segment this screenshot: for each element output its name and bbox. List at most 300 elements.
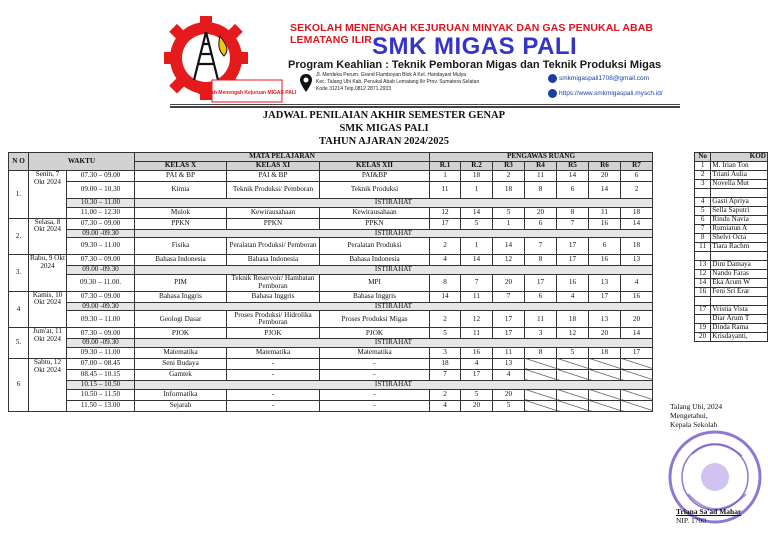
table-row	[9, 238, 653, 255]
supervisor-code: 14	[621, 328, 653, 339]
supervisor-code: 20	[525, 207, 557, 218]
day-number: 2.	[9, 218, 29, 255]
supervisor-name: Dinda Rama	[711, 324, 768, 333]
supervisor-name: Eka Arum W	[711, 279, 768, 288]
subject-kelas-xi: -	[227, 358, 320, 369]
supervisor-code: 3	[430, 347, 461, 358]
empty-diagonal-cell	[525, 389, 557, 400]
supervisor-code: 4	[621, 274, 653, 291]
supervisor-code: 6	[621, 171, 653, 182]
empty-diagonal-cell	[525, 369, 557, 380]
doc-title: JADWAL PENILAIAN AKHIR SEMESTER GENAP	[262, 110, 506, 121]
globe-icon	[548, 89, 557, 98]
subject-kelas-xii: Bahasa Inggris	[320, 291, 430, 302]
subject-kelas-x: PIM	[135, 274, 227, 291]
school-logo	[160, 14, 297, 106]
supervisor-code: 17	[430, 218, 461, 229]
gap-cell	[695, 189, 711, 198]
subject-kelas-xi: Bahasa Indonesia	[227, 255, 320, 266]
supervisor-code: 2	[430, 389, 461, 400]
supervisor-no: 7	[695, 225, 711, 234]
subject-kelas-xi: Teknik Produksi/ Pemboran	[227, 182, 320, 199]
subject-kelas-xii: -	[320, 400, 430, 411]
day-number: 5.	[9, 328, 29, 359]
subject-kelas-xi: PPKN	[227, 218, 320, 229]
gap-cell	[711, 189, 768, 198]
day-label: Kamis, 10 Okt 2024	[29, 291, 67, 328]
signature-role: Kepala Sekolah	[670, 420, 718, 429]
supervisor-row	[695, 288, 768, 297]
header-room: R4	[525, 162, 557, 171]
supervisor-code: 2	[493, 171, 525, 182]
header-kelas-xii: KELAS XII	[320, 162, 430, 171]
supervisor-no: 17	[695, 306, 711, 315]
supervisor-code: 5	[430, 328, 461, 339]
time-slot: 09.00 -09.30	[67, 339, 135, 348]
supervisor-code: 7	[557, 218, 589, 229]
supervisor-no: 6	[695, 216, 711, 225]
supervisor-code: 3	[525, 328, 557, 339]
break-label: ISTIRAHAT	[135, 229, 653, 238]
signature-name: Triana Sa'ad Mahar	[676, 507, 742, 516]
table-row	[9, 274, 653, 291]
time-slot: 09.00 – 10.30	[67, 182, 135, 199]
supervisor-name: Rindu Navia	[711, 216, 768, 225]
supervisor-code: 2	[430, 238, 461, 255]
day-number: 1.	[9, 171, 29, 219]
subject-kelas-xii: PJOK	[320, 328, 430, 339]
supervisor-code: 8	[430, 274, 461, 291]
subject-kelas-xi: Teknik Reservoir/ Hambatan Pemboran	[227, 274, 320, 291]
subject-kelas-x: PAI & BP	[135, 171, 227, 182]
time-slot: 11.00 – 12.30	[67, 207, 135, 218]
supervisor-row	[695, 243, 768, 252]
table-row	[9, 291, 653, 302]
supervisor-name: Shelvi Octa	[711, 234, 768, 243]
gap-cell	[711, 297, 768, 306]
website-contact	[548, 89, 663, 98]
address-line-3: Kode 31214 Telp.0812 2871 2933	[316, 86, 391, 92]
header-room: R6	[589, 162, 621, 171]
school-full-name: SEKOLAH MENENGAH KEJURUAN MINYAK DAN GAS PENUKAL ABAB LEMATANG ILIR	[290, 22, 654, 46]
header-room: R.2	[461, 162, 493, 171]
time-slot: 10.15 – 10.50	[67, 380, 135, 389]
subject-kelas-xi: -	[227, 369, 320, 380]
supervisor-code: 7	[461, 274, 493, 291]
supervisor-code: 8	[525, 255, 557, 266]
supervisor-code: 1	[461, 182, 493, 199]
supervisor-gap-row	[695, 297, 768, 306]
subject-kelas-xii: -	[320, 369, 430, 380]
subject-kelas-xii: MPI	[320, 274, 430, 291]
supervisor-code: 20	[461, 400, 493, 411]
email-contact	[548, 74, 649, 83]
subject-kelas-xi: PJOK	[227, 328, 320, 339]
location-pin-icon	[300, 74, 312, 92]
supervisor-code: 17	[525, 274, 557, 291]
supervisor-row	[695, 216, 768, 225]
supervisor-code: 13	[589, 274, 621, 291]
subject-kelas-x: Informatika	[135, 389, 227, 400]
subject-kelas-xii: -	[320, 358, 430, 369]
subject-kelas-xi: Bahasa Inggris	[227, 291, 320, 302]
supervisor-code: 7	[430, 369, 461, 380]
supervisor-code: 20	[493, 389, 525, 400]
subject-kelas-xii: Bahasa Indonesia	[320, 255, 430, 266]
header-mata-pelajaran: MATA PELAJARAN	[135, 153, 430, 162]
supervisor-name: Tiara Rachm	[711, 243, 768, 252]
supervisor-code: 18	[589, 347, 621, 358]
supervisor-code: 12	[493, 255, 525, 266]
time-slot: 09.30 – 11.00	[67, 347, 135, 358]
supervisor-code: 14	[621, 218, 653, 229]
signature-name-block	[676, 507, 741, 525]
supervisor-name: Novella Mut	[711, 180, 768, 189]
supervisor-code: 17	[557, 238, 589, 255]
supervisor-list-table	[694, 152, 768, 342]
side-header-no: No	[695, 153, 711, 162]
supervisor-code: 17	[589, 291, 621, 302]
supervisor-row	[695, 324, 768, 333]
time-slot: 07.30 – 09.00	[67, 291, 135, 302]
supervisor-no: 12	[695, 270, 711, 279]
break-label: ISTIRAHAT	[135, 266, 653, 275]
supervisor-no: 1	[695, 162, 711, 171]
supervisor-no: 20	[695, 333, 711, 342]
break-row	[9, 199, 653, 208]
logo-text: Sekolah Menengah Kejuruan MIGAS PALI	[197, 90, 297, 96]
supervisor-code: 14	[589, 182, 621, 199]
empty-diagonal-cell	[621, 389, 653, 400]
supervisor-name: Triani Aulia	[711, 171, 768, 180]
table-row	[9, 171, 653, 182]
break-row	[9, 302, 653, 311]
supervisor-code: 18	[493, 182, 525, 199]
subject-kelas-xi: -	[227, 389, 320, 400]
empty-diagonal-cell	[557, 400, 589, 411]
supervisor-row	[695, 207, 768, 216]
exam-schedule-table	[8, 152, 653, 412]
empty-diagonal-cell	[557, 369, 589, 380]
supervisor-code: 5	[461, 389, 493, 400]
supervisor-no	[695, 315, 711, 324]
supervisor-code: 17	[621, 347, 653, 358]
table-row	[9, 347, 653, 358]
day-label: Sabtu, 12 Okt 2024	[29, 358, 67, 411]
supervisor-name: Gasti Apriya	[711, 198, 768, 207]
supervisor-code: 4	[461, 358, 493, 369]
supervisor-code: 12	[430, 207, 461, 218]
gap-cell	[695, 297, 711, 306]
supervisor-name: Krisdayanti,	[711, 333, 768, 342]
supervisor-row	[695, 234, 768, 243]
supervisor-code: 2	[430, 311, 461, 328]
supervisor-code: 8	[525, 182, 557, 199]
supervisor-row	[695, 270, 768, 279]
school-short-name: SMK MIGAS PALI	[372, 33, 578, 60]
header-divider-thick	[170, 106, 680, 108]
subject-kelas-xi: Matematika	[227, 347, 320, 358]
email-text: smkmigaspali1708@gmail.com	[559, 75, 650, 83]
subject-kelas-xii: Peralatan Produksi	[320, 238, 430, 255]
supervisor-code: 5	[493, 207, 525, 218]
time-slot: 07.30 – 09.00	[67, 328, 135, 339]
subject-kelas-x: Seni Budaya	[135, 358, 227, 369]
supervisor-gap-row	[695, 252, 768, 261]
supervisor-row	[695, 261, 768, 270]
break-label: ISTIRAHAT	[135, 339, 653, 348]
supervisor-row	[695, 225, 768, 234]
supervisor-no: 5	[695, 207, 711, 216]
supervisor-code: 16	[461, 347, 493, 358]
supervisor-no: 8	[695, 234, 711, 243]
supervisor-code: 17	[461, 369, 493, 380]
day-label: Jum'at, 11 Okt 2024	[29, 328, 67, 359]
break-label: ISTIRAHAT	[135, 380, 653, 389]
supervisor-list-clip	[694, 152, 768, 382]
subject-kelas-x: Gamtek	[135, 369, 227, 380]
header-waktu: WAKTU	[29, 153, 135, 171]
supervisor-row	[695, 333, 768, 342]
subject-kelas-xi: -	[227, 400, 320, 411]
supervisor-code: 20	[589, 171, 621, 182]
table-row	[9, 358, 653, 369]
signature-place-date: Talang Ubi, 2024	[670, 402, 723, 411]
break-row	[9, 380, 653, 389]
supervisor-code: 18	[557, 311, 589, 328]
supervisor-no: 4	[695, 198, 711, 207]
day-label: Selasa, 8 Okt 2024	[29, 218, 67, 255]
supervisor-code: 13	[621, 255, 653, 266]
empty-diagonal-cell	[589, 358, 621, 369]
time-slot: 07.30 – 09.00	[67, 171, 135, 182]
supervisor-code: 18	[461, 171, 493, 182]
supervisor-no: 19	[695, 324, 711, 333]
supervisor-code: 18	[430, 358, 461, 369]
empty-diagonal-cell	[525, 358, 557, 369]
time-slot: 07.00 – 08.45	[67, 358, 135, 369]
subject-kelas-x: Matematika	[135, 347, 227, 358]
supervisor-code: 17	[493, 328, 525, 339]
break-row	[9, 266, 653, 275]
time-slot: 09.00 -09.30	[67, 302, 135, 311]
supervisor-name: Vristia Vista	[711, 306, 768, 315]
supervisor-code: 5	[493, 400, 525, 411]
supervisor-code: 18	[621, 238, 653, 255]
supervisor-name: Rumiatun A	[711, 225, 768, 234]
header-room: R3	[493, 162, 525, 171]
supervisor-gap-row	[695, 189, 768, 198]
supervisor-code: 4	[430, 400, 461, 411]
supervisor-code: 6	[525, 218, 557, 229]
supervisor-code: 16	[589, 255, 621, 266]
break-row	[9, 339, 653, 348]
supervisor-code: 13	[493, 358, 525, 369]
supervisor-code: 12	[557, 328, 589, 339]
supervisor-name: Nando Faras	[711, 270, 768, 279]
subject-kelas-x: Fisika	[135, 238, 227, 255]
subject-kelas-xii: Teknik Produksi	[320, 182, 430, 199]
table-row	[9, 328, 653, 339]
subject-kelas-xii: Matematika	[320, 347, 430, 358]
day-number: 4	[9, 291, 29, 328]
table-row	[9, 207, 653, 218]
time-slot: 10.50 – 11.50	[67, 389, 135, 400]
supervisor-code: 14	[557, 171, 589, 182]
doc-subtitle-year: TAHUN AJARAN 2024/2025	[319, 136, 449, 147]
subject-kelas-xii: PPKN	[320, 218, 430, 229]
side-header-kode: KOD	[711, 153, 768, 162]
supervisor-code: 5	[461, 218, 493, 229]
supervisor-code: 14	[493, 238, 525, 255]
subject-kelas-xii: Kewirausahaan	[320, 207, 430, 218]
time-slot: 09.00 -09.30	[67, 266, 135, 275]
supervisor-no: 14	[695, 279, 711, 288]
time-slot: 09.30 – 11.00	[67, 238, 135, 255]
supervisor-code: 8	[525, 347, 557, 358]
supervisor-code: 5	[557, 347, 589, 358]
subject-kelas-x: Geologi Dasar	[135, 311, 227, 328]
signature-acknowledge: Mengetahui,	[670, 411, 708, 420]
subject-kelas-xii: -	[320, 389, 430, 400]
supervisor-name: M. Irian Ton	[711, 162, 768, 171]
day-number: 6	[9, 358, 29, 411]
supervisor-code: 7	[525, 238, 557, 255]
subject-kelas-xii: PAI&BP	[320, 171, 430, 182]
supervisor-code: 20	[493, 274, 525, 291]
header-no: N O	[9, 153, 29, 171]
time-slot: 07.30 – 09.00	[67, 255, 135, 266]
supervisor-name: Feni Sri Erar	[711, 288, 768, 297]
time-slot: 10.30 – 11.00	[67, 199, 135, 208]
supervisor-code: 6	[525, 291, 557, 302]
website-text: https://www.smkmigaspali.mysch.id/	[559, 90, 663, 98]
empty-diagonal-cell	[589, 389, 621, 400]
supervisor-code: 14	[461, 255, 493, 266]
subject-kelas-xi: Kewirausahaan	[227, 207, 320, 218]
subject-kelas-xi: PAI & BP	[227, 171, 320, 182]
subject-kelas-xii: Proses Produksi Migas	[320, 311, 430, 328]
email-icon	[548, 74, 557, 83]
break-label: ISTIRAHAT	[135, 199, 653, 208]
supervisor-code: 1	[461, 238, 493, 255]
supervisor-code: 11	[430, 182, 461, 199]
table-row	[9, 182, 653, 199]
supervisor-code: 11	[461, 328, 493, 339]
supervisor-code: 6	[589, 238, 621, 255]
header-room: R.1	[430, 162, 461, 171]
gap-cell	[711, 252, 768, 261]
supervisor-no: 3	[695, 180, 711, 189]
time-slot: 09.00 -09.30	[67, 229, 135, 238]
supervisor-code: 14	[461, 207, 493, 218]
time-slot: 08.45 – 10.15	[67, 369, 135, 380]
supervisor-code: 16	[589, 218, 621, 229]
table-row	[9, 400, 653, 411]
empty-diagonal-cell	[589, 369, 621, 380]
time-slot: 11.50 – 13.00	[67, 400, 135, 411]
day-label: Rabu, 9 Okt 2024	[29, 255, 67, 292]
supervisor-name: Dini Damaya	[711, 261, 768, 270]
time-slot: 07.30 – 09.00	[67, 218, 135, 229]
supervisor-no: 11	[695, 243, 711, 252]
time-slot: 09.30 – 11.00	[67, 311, 135, 328]
subject-kelas-x: Mulok	[135, 207, 227, 218]
supervisor-row	[695, 198, 768, 207]
table-row	[9, 218, 653, 229]
supervisor-no: 2	[695, 171, 711, 180]
supervisor-code: 11	[525, 311, 557, 328]
empty-diagonal-cell	[621, 369, 653, 380]
address-line-2: Kec. Talang Ubi Kab. Penukal Abab Lematang Ilir Prov. Sumatera Selatan	[316, 79, 480, 85]
supervisor-code: 11	[461, 291, 493, 302]
supervisor-code: 17	[557, 255, 589, 266]
header-room: R5	[557, 162, 589, 171]
supervisor-code: 6	[557, 182, 589, 199]
supervisor-code: 8	[557, 207, 589, 218]
supervisor-no: 13	[695, 261, 711, 270]
supervisor-code: 4	[557, 291, 589, 302]
supervisor-row	[695, 306, 768, 315]
supervisor-code: 1	[430, 171, 461, 182]
table-row	[9, 255, 653, 266]
break-label: ISTIRAHAT	[135, 302, 653, 311]
empty-diagonal-cell	[557, 389, 589, 400]
break-row	[9, 229, 653, 238]
address-line-1: Jl. Merdeka Perum. Grand Flamboyan Blok A Kel. Handayani Mulya	[316, 72, 467, 78]
supervisor-row	[695, 180, 768, 189]
supervisor-code: 14	[430, 291, 461, 302]
supervisor-no: 16	[695, 288, 711, 297]
gap-cell	[695, 252, 711, 261]
supervisor-row	[695, 162, 768, 171]
subject-kelas-x: PJOK	[135, 328, 227, 339]
supervisor-code: 16	[557, 274, 589, 291]
program-line: Program Keahlian : Teknik Pemboran Migas dan Teknik Produksi Migas	[288, 59, 662, 71]
subject-kelas-xi: Proses Produksi/ Hidrolika Pemboran	[227, 311, 320, 328]
table-row	[9, 369, 653, 380]
supervisor-code: 12	[461, 311, 493, 328]
time-slot: 09.30 – 11.00.	[67, 274, 135, 291]
subject-kelas-x: Kimia	[135, 182, 227, 199]
supervisor-code: 1	[493, 218, 525, 229]
supervisor-code: 11	[525, 171, 557, 182]
signature-nip: NIP. 1700	[676, 516, 707, 525]
supervisor-name: Sella Saputri	[711, 207, 768, 216]
supervisor-row	[695, 279, 768, 288]
header-divider	[170, 104, 680, 105]
supervisor-code: 11	[589, 207, 621, 218]
supervisor-code: 17	[493, 311, 525, 328]
subject-kelas-x: Bahasa Indonesia	[135, 255, 227, 266]
header-pengawas: PENGAWAS RUANG	[430, 153, 653, 162]
supervisor-code: 20	[589, 328, 621, 339]
subject-kelas-x: PPKN	[135, 218, 227, 229]
empty-diagonal-cell	[525, 400, 557, 411]
supervisor-code: 2	[621, 182, 653, 199]
supervisor-row	[695, 315, 768, 324]
header-kelas-x: KELAS X	[135, 162, 227, 171]
supervisor-name: Diar Arum T	[711, 315, 768, 324]
subject-kelas-xi: Peralatan Produksi/ Pemboran	[227, 238, 320, 255]
day-number: 3.	[9, 255, 29, 292]
supervisor-code: 18	[621, 207, 653, 218]
empty-diagonal-cell	[621, 400, 653, 411]
header-kelas-xi: KELAS XI	[227, 162, 320, 171]
subject-kelas-x: Sejarah	[135, 400, 227, 411]
empty-diagonal-cell	[589, 400, 621, 411]
doc-subtitle-school: SMK MIGAS PALI	[339, 123, 429, 134]
